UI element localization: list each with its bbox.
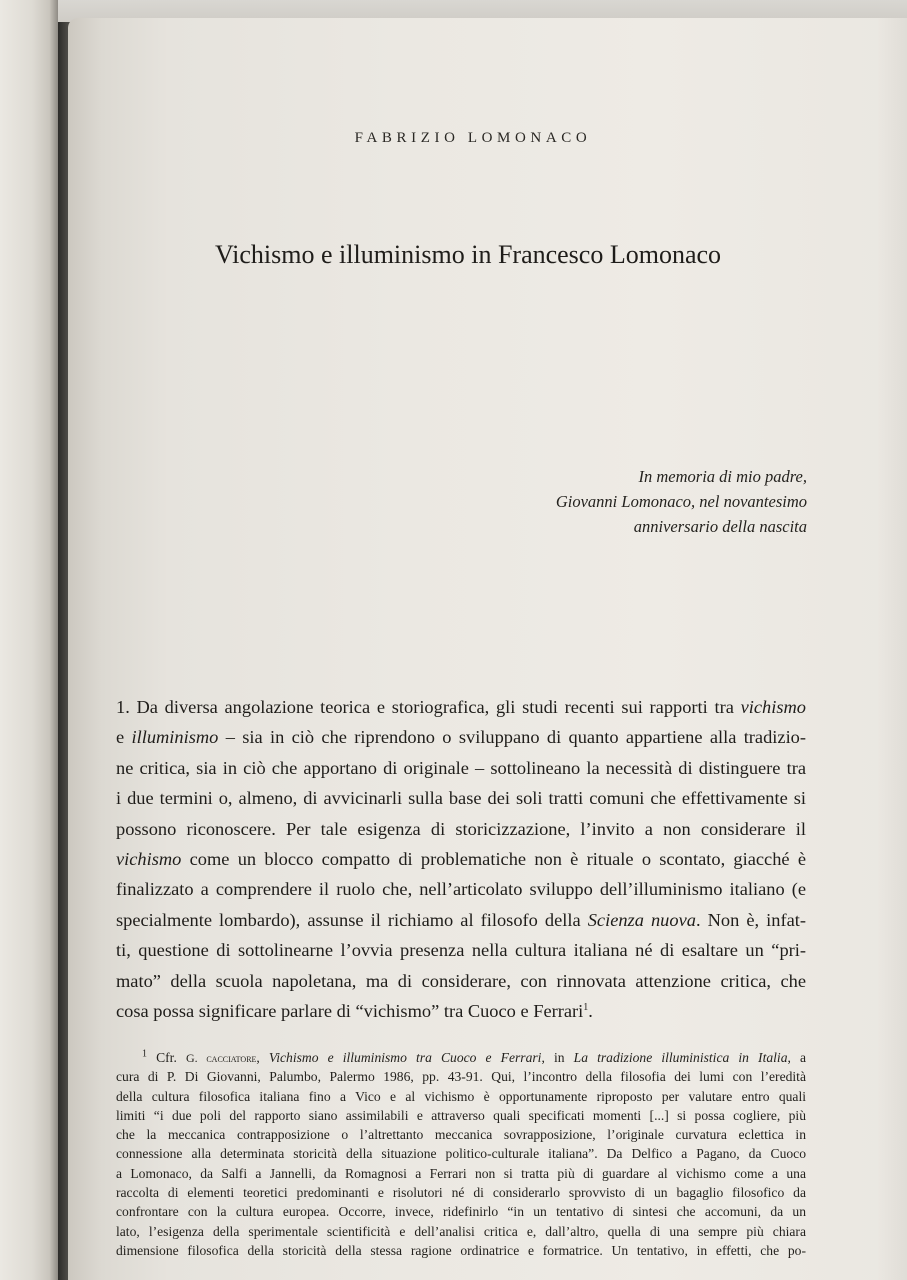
cited-title: La tradizione illuministica in Italia: [573, 1050, 788, 1065]
dedication: [407, 464, 807, 539]
footnote-marker[interactable]: 1: [583, 1001, 589, 1013]
footnote-line: confrontare con la cultura europea. Occorre, invece, ridefinirlo “in un tentativo di sintesi che accomuni, da un: [116, 1204, 806, 1220]
text-run: Cfr.: [147, 1050, 186, 1065]
body-line: ne critica, sia in ciò che apportano di originale – sottolineano la necessità di distinguere tra: [116, 757, 806, 778]
body-line: [116, 844, 806, 874]
text-run: cosa possa significare parlare di “vichismo” tra Cuoco e Ferrari: [116, 1000, 584, 1021]
footnote-line: [116, 1048, 806, 1067]
cited-author: G. cacciatore: [185, 1051, 257, 1065]
body-line: finalizzato a comprendere il ruolo che, nell’articolato sviluppo dell’illuminismo italiano (e: [116, 879, 806, 900]
footnote-line: a Lomonaco, da Salfi a Jannelli, da Romagnosi a Ferrari non si tratta più di guardare al vichismo come a una: [116, 1165, 806, 1181]
footnote-line: connessione alla determinata storicità della situazione politico-culturale italiana”. Da Delfico a Pagano, da Cuoco: [116, 1146, 806, 1162]
footnote-line: lato, l’esigenza della sperimentale scientificità e dell’analisi critica e, dall’altro, quella di una sempre più chiara: [116, 1223, 806, 1239]
footnote-line: dimensione filosofica della storicità della stessa ragione ordinatrice e formatrice. Un tentativo, in effetti, che po-: [116, 1242, 806, 1258]
author-heading: FABRIZIO LOMONACO: [354, 130, 592, 146]
italic-term: vichismo: [116, 848, 182, 869]
footnote-line: limiti “i due poli del rapporto siano assimilabili e attraverso quali specificati momenti [...] si possa cogliere, più: [116, 1107, 806, 1123]
footnote-line: raccolta di elementi teoretici predominanti e risolutori né di considerarlo sprovvisto di un bagaglio filosofico da: [116, 1185, 806, 1201]
italic-term: illuminismo: [131, 727, 219, 748]
page-edge-shade: [877, 18, 907, 1280]
text-run: , in: [541, 1050, 574, 1065]
body-line: i due termini o, almeno, di avvicinarli sulla base dei soli tratti comuni che effettivamente si: [116, 788, 806, 809]
text-run: e: [116, 727, 132, 748]
italic-term: vichismo: [740, 697, 806, 717]
dedication-line: Giovanni Lomonaco, nel novantesimo: [555, 492, 807, 511]
text-run: specialmente lombardo), assunse il richiamo al filosofo della: [116, 909, 588, 930]
text-run: , a: [787, 1050, 806, 1065]
dedication-line: In memoria di mio padre,: [638, 467, 807, 486]
body-line: [116, 692, 806, 722]
book-spine-left-page: [0, 0, 58, 1280]
body-line: mato” della scuola napoletana, ma di considerare, con rinnovata attenzione critica, che: [116, 970, 806, 991]
italic-term: Scienza nuova: [587, 909, 696, 930]
text-run: .: [588, 1000, 593, 1021]
cited-title: Vichismo e illuminismo tra Cuoco e Ferrari: [268, 1050, 542, 1065]
body-line: ti, questione di sottolinearne l’ovvia presenza nella cultura italiana né di esaltare un “pri-: [116, 940, 806, 961]
text-run: – sia in ciò che riprendono o sviluppano di quanto appartiene alla tradizio-: [218, 727, 806, 748]
text-run: . Non è, infat-: [695, 909, 806, 930]
footnote-number: 1: [142, 1048, 147, 1060]
body-paragraph: [116, 692, 806, 1026]
dedication-line: anniversario della nascita: [633, 517, 807, 536]
book-page: [68, 18, 907, 1280]
footnote: [116, 1048, 806, 1260]
footnote-line: cura di P. Di Giovanni, Palumbo, Palermo 1986, pp. 43-91. Qui, l’incontro della filosofia dei lumi con l’eredità: [116, 1069, 806, 1085]
body-line: [116, 996, 806, 1026]
text-run: 1. Da diversa angolazione teorica e storiografica, gli studi recenti sui rapporti tra: [116, 697, 741, 717]
text-run: come un blocco compatto di problematiche non è rituale o scontato, giacché è: [181, 848, 806, 869]
text-run: ,: [256, 1050, 269, 1065]
article-title: Vichismo e illuminismo in Francesco Lomonaco: [214, 240, 722, 269]
body-line: [116, 905, 806, 935]
body-line: [116, 722, 806, 752]
footnote-line: che la meccanica contrapposizione o l’altrettanto meccanica sovrapposizione, l’originale curvatura eclettica in: [116, 1127, 806, 1143]
body-line: possono riconoscere. Per tale esigenza di storicizzazione, l’invito a non considerare il: [116, 818, 806, 839]
footnote-line: della cultura filosofica italiana fino a Vico e al vichismo è opportunamente riproposto per valutare entro quali: [116, 1088, 806, 1104]
